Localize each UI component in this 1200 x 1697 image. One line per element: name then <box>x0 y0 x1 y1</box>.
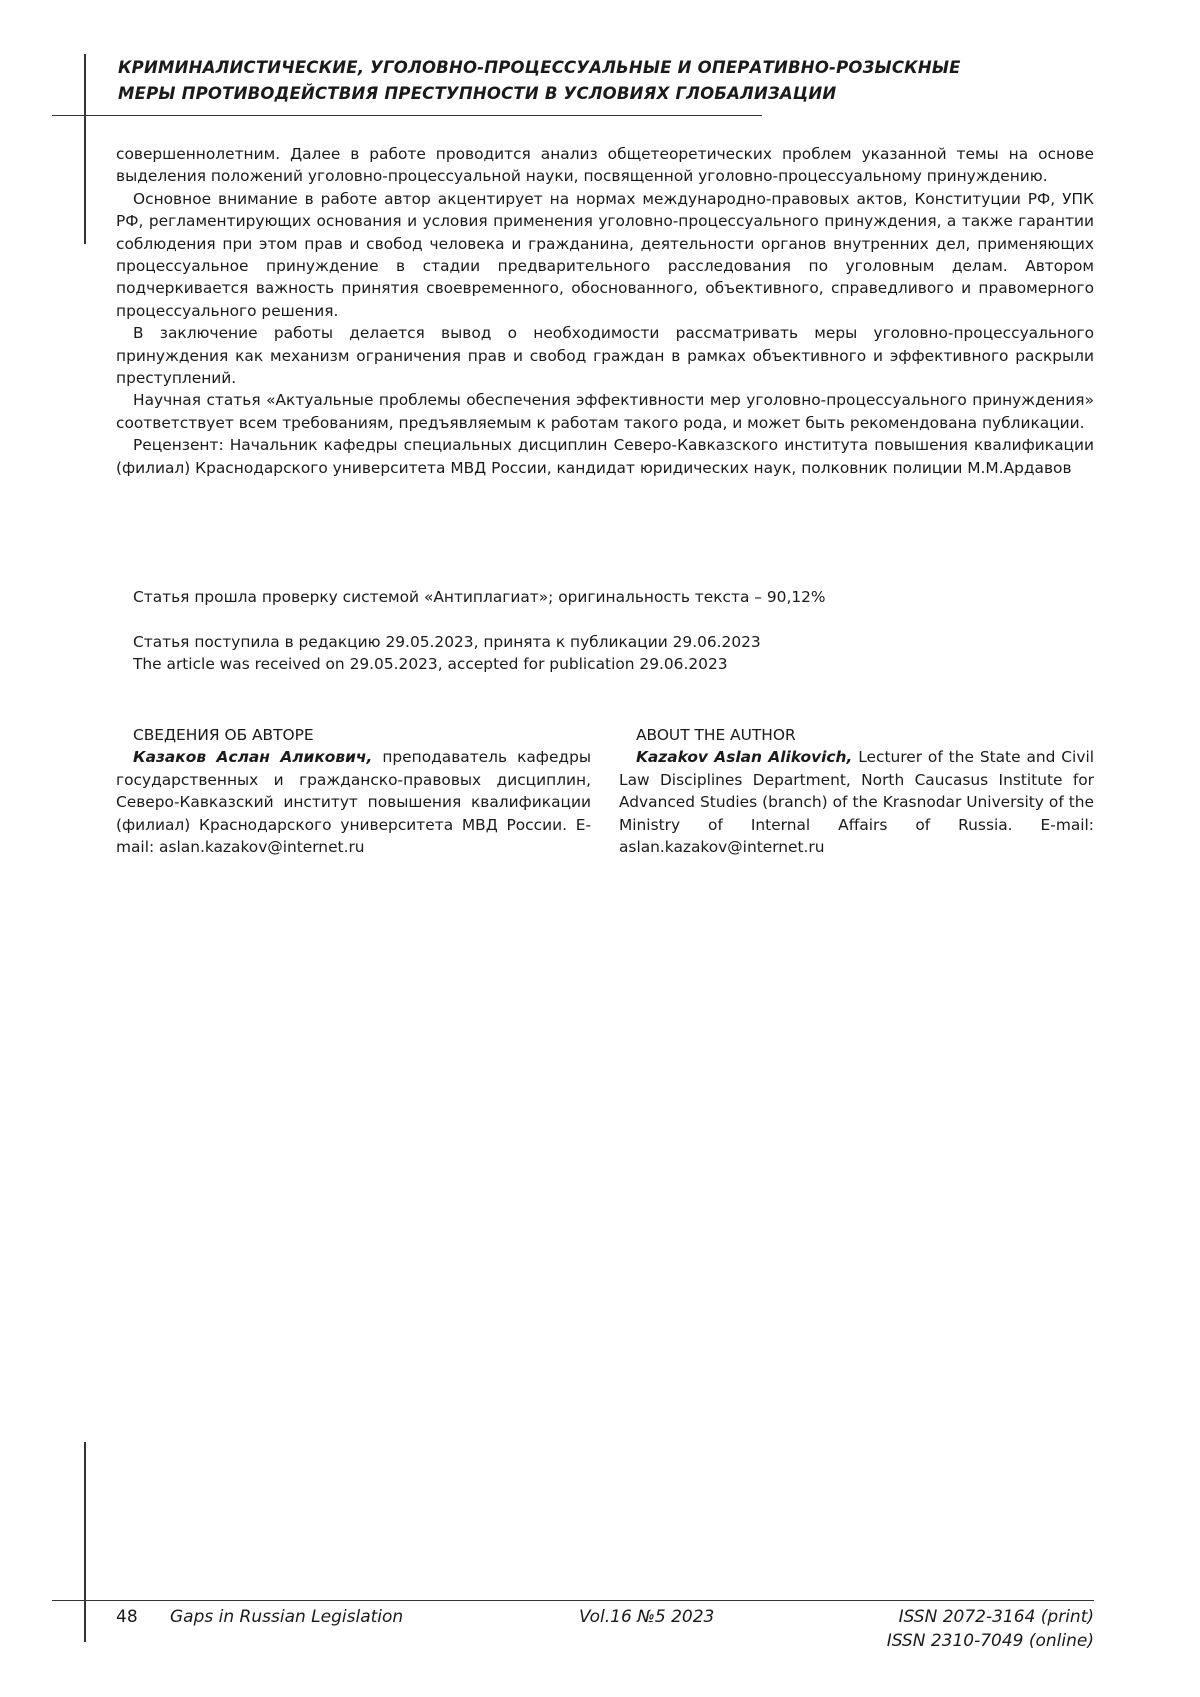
section-header-line-2: МЕРЫ ПРОТИВОДЕЙСТВИЯ ПРЕСТУПНОСТИ В УСЛОВИЯХ ГЛОБАЛИЗАЦИИ <box>118 81 1018 107</box>
received-note-en: The article was received on 29.05.2023, accepted for publication 29.06.2023 <box>133 653 728 675</box>
author-heading-en: ABOUT THE AUTHOR <box>636 724 1094 746</box>
author-info-en <box>619 724 1094 858</box>
footer-vertical-rule <box>84 1442 86 1642</box>
author-heading-ru: СВЕДЕНИЯ ОБ АВТОРЕ <box>133 724 591 746</box>
author-info-ru <box>116 724 591 858</box>
author-bio-en <box>619 746 1094 858</box>
body-paragraph: совершеннолетним. Далее в работе проводится анализ общетеоретических проблем указанной темы на основе выделения положений уголовно-процессуальной науки, посвященной уголовно-процессуальному принуждению. <box>116 143 1094 188</box>
page-number: 48 <box>116 1605 138 1629</box>
section-header-line-1: КРИМИНАЛИСТИЧЕСКИЕ, УГОЛОВНО-ПРОЦЕССУАЛЬНЫЕ И ОПЕРАТИВНО-РОЗЫСКНЫЕ <box>118 55 1018 81</box>
header-vertical-rule <box>84 54 86 244</box>
body-paragraph: В заключение работы делается вывод о необходимости рассматривать меры уголовно-процессуального принуждения как механизм ограничения прав и свобод граждан в рамках объективного и эффективного раскрыли преступлений. <box>116 322 1094 389</box>
issn-online: ISSN 2310-7049 (online) <box>887 1629 1094 1653</box>
author-name-en: Kazakov Aslan Alikovich, <box>636 748 852 766</box>
author-bio-ru <box>116 746 591 858</box>
section-header <box>118 55 1018 107</box>
body-paragraph: Основное внимание в работе автор акцентирует на нормах международно-правовых актов, Конституции РФ, УПК РФ, регламентирующих основания и условия применения уголовно-процессуального принуждения, а также гарантии соблюдения при этом прав и свобод человека и гражданина, деятельности органов внутренних дел, применяющих процессуальное принуждение в стадии предварительного расследования по уголовным делам. Автором подчеркивается важность принятия своевременного, обоснованного, объективного, справедливого и правомерного процессуального решения. <box>116 188 1094 322</box>
header-horizontal-rule <box>52 115 762 116</box>
received-note-ru: Статья поступила в редакцию 29.05.2023, принята к публикации 29.06.2023 <box>133 631 761 653</box>
issn-print: ISSN 2072-3164 (print) <box>887 1605 1094 1629</box>
footer-horizontal-rule <box>52 1600 1094 1601</box>
issn-block <box>887 1605 1094 1653</box>
plagiarism-note: Статья прошла проверку системой «Антиплагиат»; оригинальность текста – 90,12% <box>133 586 826 608</box>
article-body <box>116 143 1094 479</box>
author-name-ru: Казаков Аслан Аликович, <box>133 748 372 766</box>
volume-issue: Vol.16 №5 2023 <box>579 1605 714 1629</box>
body-paragraph: Научная статья «Актуальные проблемы обеспечения эффективности мер уголовно-процессуального принуждения» соответствует всем требованиям, предъявляемым к работам такого рода, и может быть рекомендована публикации. <box>116 389 1094 434</box>
journal-title: Gaps in Russian Legislation <box>170 1605 403 1629</box>
author-description-ru: преподаватель кафедры государственных и гражданско-правовых дисциплин, Северо-Кавказский институт повышения квалификации (филиал) Краснодарского университета МВД России. E-mail: aslan.kazakov@internet.ru <box>116 748 591 856</box>
author-description-en: Lecturer of the State and Civil Law Disciplines Department, North Caucasus Institute for Advanced Studies (branch) of the Krasnodar University of the Ministry of Internal Affairs of Russia. E-mail: aslan.kazakov@internet.ru <box>619 748 1094 856</box>
reviewer-paragraph: Рецензент: Начальник кафедры специальных дисциплин Северо-Кавказского института повышения квалификации (филиал) Краснодарского университета МВД России, кандидат юридических наук, полковник полиции М.М.Ардавов <box>116 434 1094 479</box>
